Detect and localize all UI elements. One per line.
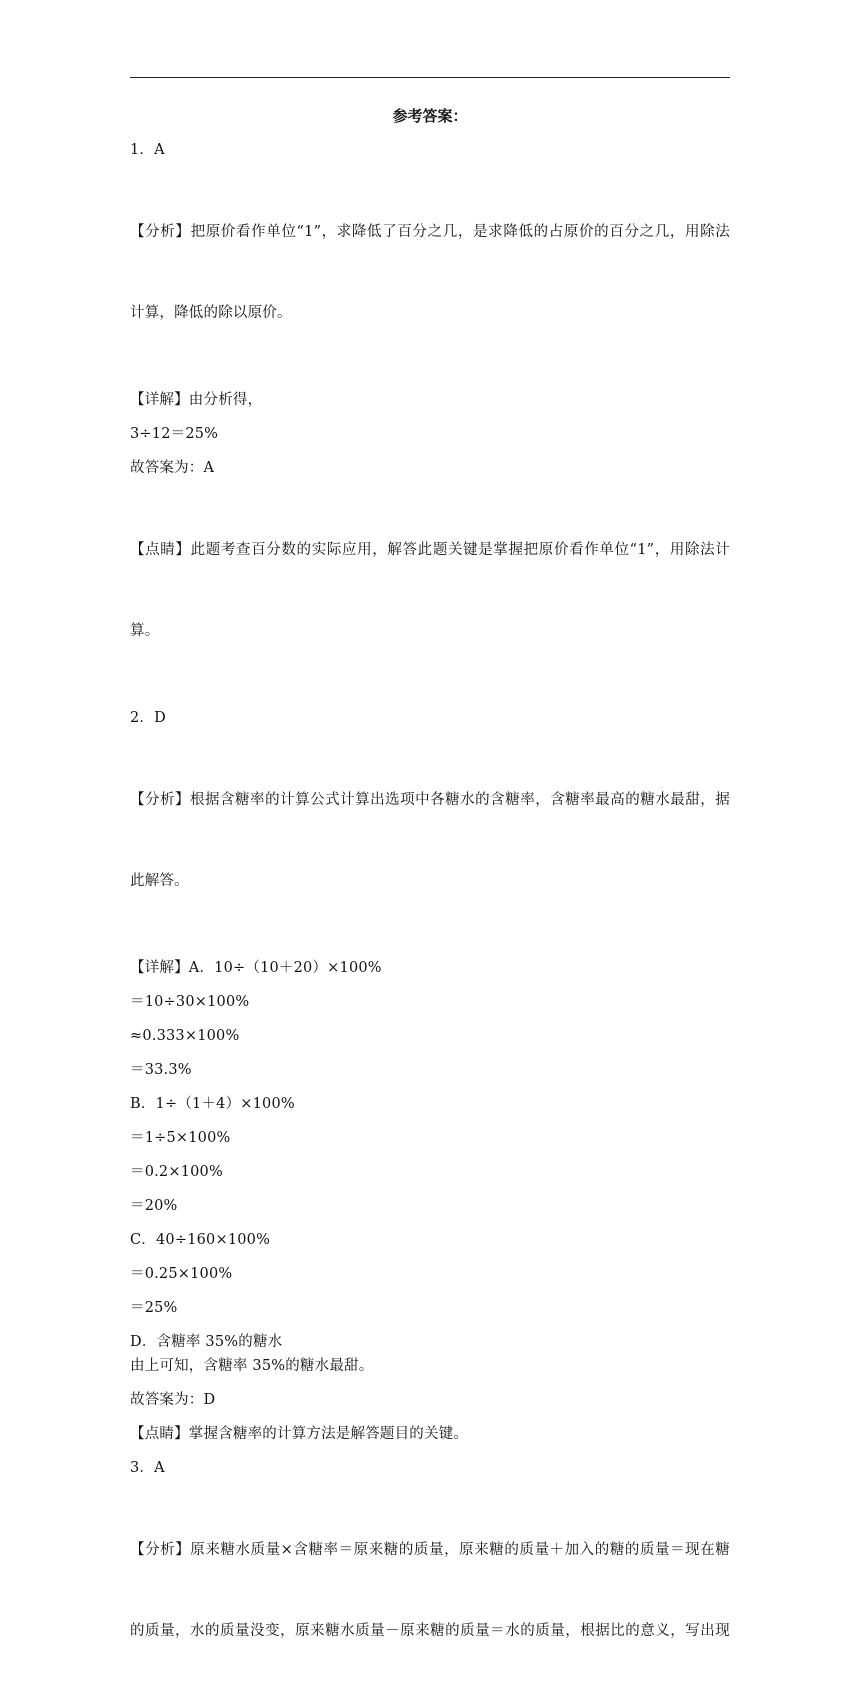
q1-comment xyxy=(130,486,730,696)
q2-answer: 2．D xyxy=(130,710,166,726)
q2-final-answer: 故答案为：D xyxy=(130,1392,216,1408)
q3-analysis-line-1: 【分析】原来糖水质量×含糖率＝原来糖的质量，原来糖的质量＋加入的糖的质量＝现在糖 xyxy=(130,1542,730,1558)
q2-detail-a-step-2: ＝10÷30×100% xyxy=(130,994,250,1010)
page-title: 参考答案： xyxy=(392,107,468,125)
q1-analysis-line-2: 计算，降低的除以原价。 xyxy=(130,305,292,321)
q2-detail-b-step-4: ＝20% xyxy=(130,1198,178,1214)
q3-analysis-line-2: 的质量，水的质量没变，原来糖水质量－原来糖的质量＝水的质量，根据比的意义，写出现 xyxy=(130,1623,730,1639)
q2-detail-a-step-3: ≈0.333×100% xyxy=(130,1028,240,1044)
answer-content xyxy=(130,104,730,1706)
q1-detail-calc: 3÷12＝25% xyxy=(130,426,219,442)
q1-answer: 1．A xyxy=(130,142,165,158)
q1-comment-line-2: 算。 xyxy=(130,623,160,639)
q1-detail-label: 【详解】由分析得， xyxy=(130,392,263,408)
q2-analysis xyxy=(130,736,730,946)
q3-answer: 3．A xyxy=(130,1460,165,1476)
q2-analysis-line-1: 【分析】根据含糖率的计算公式计算出选项中各糖水的含糖率，含糖率最高的糖水最甜，据 xyxy=(130,792,730,808)
q2-detail-c-step-2: ＝0.25×100% xyxy=(130,1266,233,1282)
header-rule xyxy=(130,77,730,78)
q2-comment: 【点睛】掌握含糖率的计算方法是解答题目的关键。 xyxy=(130,1426,469,1442)
q2-detail-a-step-1: 【详解】A．10÷（10＋20）×100% xyxy=(130,960,382,976)
q2-detail-d-step-1: D．含糖率 35%的糖水 xyxy=(130,1334,283,1350)
q2-detail-b-step-2: ＝1÷5×100% xyxy=(130,1130,231,1146)
q1-comment-line-1: 【点睛】此题考查百分数的实际应用，解答此题关键是掌握把原价看作单位“1”，用除法计 xyxy=(130,542,730,558)
q1-final-answer: 故答案为：A xyxy=(130,460,215,476)
q1-analysis xyxy=(130,168,730,378)
q2-detail-b-step-1: B．1÷（1＋4）×100% xyxy=(130,1096,295,1112)
q3-analysis xyxy=(130,1486,730,1696)
q2-detail-b-step-3: ＝0.2×100% xyxy=(130,1164,223,1180)
q2-detail-d-step-2: 由上可知，含糖率 35%的糖水最甜。 xyxy=(130,1358,374,1374)
q1-analysis-line-1: 【分析】把原价看作单位“1”，求降低了百分之几，是求降低的占原价的百分之几，用除法 xyxy=(130,224,730,240)
q2-detail-c-step-1: C．40÷160×100% xyxy=(130,1232,271,1248)
q2-detail-a-step-4: ＝33.3% xyxy=(130,1062,192,1078)
q2-analysis-line-2: 此解答。 xyxy=(130,873,189,889)
q2-detail-c-step-3: ＝25% xyxy=(130,1300,178,1316)
